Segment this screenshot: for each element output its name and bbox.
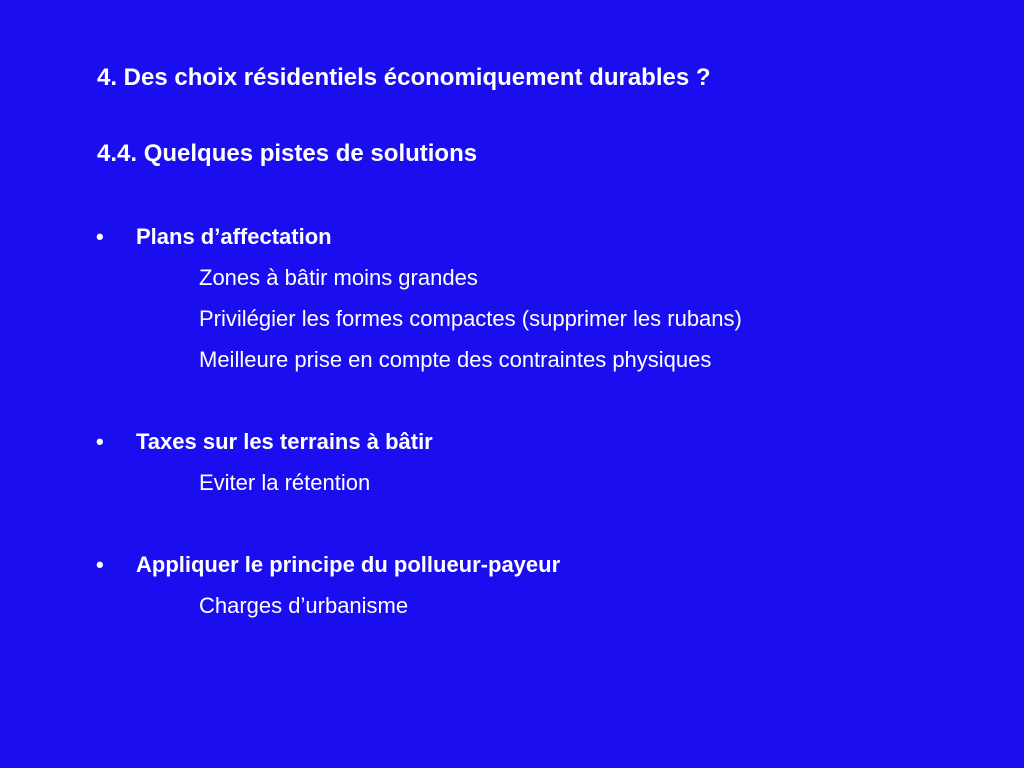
bullet-heading-pollueur-payeur: Appliquer le principe du pollueur-payeur [136, 552, 561, 577]
slide-title: 4. Des choix résidentiels économiquement durables ? [97, 64, 711, 91]
bullet-marker: • [96, 224, 104, 249]
bullet-item: Meilleure prise en compte des contraintes physiques [199, 347, 712, 372]
bullet-item: Privilégier les formes compactes (supprimer les rubans) [199, 306, 742, 331]
bullet-item: Zones à bâtir moins grandes [199, 265, 478, 290]
slide-subtitle: 4.4. Quelques pistes de solutions [97, 140, 478, 167]
bullet-item: Charges d’urbanisme [199, 593, 409, 618]
bullet-marker: • [96, 429, 104, 454]
bullet-heading-plans-affectation: Plans d’affectation [136, 224, 332, 249]
bullet-item: Eviter la rétention [199, 470, 371, 495]
bullet-marker: • [96, 552, 104, 577]
bullet-heading-taxes-terrains: Taxes sur les terrains à bâtir [136, 429, 433, 454]
